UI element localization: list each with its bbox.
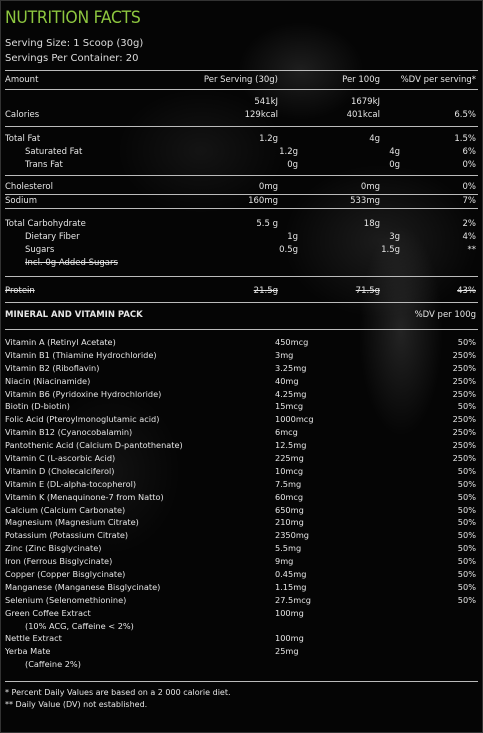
vitamin-name: Vitamin A (Retinyl Acetate): [5, 337, 116, 347]
vitamin-amount: 6mcg: [275, 427, 298, 438]
vitamin-amount: 0.45mg: [275, 569, 307, 580]
carb-item-dv: **: [467, 245, 476, 255]
vitamin-row: [5, 452, 478, 465]
vitamin-dv: 50%: [457, 504, 476, 515]
fat-item-dv: 0%: [462, 160, 476, 170]
vitamin-name: Vitamin D (Cholecalciferol): [5, 465, 115, 476]
energy-per-100g: 1679kJ: [350, 97, 380, 107]
fat-item-per-100g: 4g: [389, 147, 400, 157]
vitamin-amount: 60mcg: [275, 491, 304, 502]
footnote-dv: * Percent Daily Values are based on a 2 000 calorie diet.: [5, 688, 231, 698]
vitamin-row: [5, 594, 478, 607]
vitamin-amount: 27.5mcg: [275, 594, 311, 605]
carb-item-per-serving: 1g: [287, 232, 298, 242]
vitamin-amount: 15mcg: [275, 401, 304, 412]
vitamin-dv: 250%: [452, 453, 476, 464]
sodium-row: [5, 195, 478, 208]
carb-item-per-100g: 18g: [363, 219, 380, 229]
vitamin-amount: 100mg: [275, 633, 304, 644]
vitamin-dv: 250%: [452, 375, 476, 386]
vitamin-row: [5, 607, 478, 620]
column-headers: [5, 71, 478, 89]
fat-item-per-100g: 4g: [369, 134, 380, 144]
servings-per-container: Servings Per Container: 20: [5, 53, 139, 64]
vitamin-row: [5, 658, 478, 671]
fat-item-row: [5, 159, 478, 172]
vitamin-name: Nettle Extract: [5, 633, 62, 644]
vitamin-name: Iron (Ferrous Bisglycinate): [5, 556, 113, 567]
vitamin-name: Vitamin B6 (Pyridoxine Hydrochloride): [5, 388, 162, 399]
vitamin-name: Vitamin B2 (Riboflavin): [5, 362, 100, 373]
vitamin-name: (10% ACG, Caffeine < 2%): [25, 620, 134, 631]
vitamin-row: [5, 581, 478, 594]
sodium-per-100g: 533mg: [350, 196, 380, 206]
carb-item-dv: 2%: [462, 219, 476, 229]
cholesterol-dv: 0%: [462, 182, 476, 192]
vitamin-name: Vitamin C (L-ascorbic Acid): [5, 453, 116, 464]
vitamin-name: Biotin (D-biotin): [5, 401, 70, 412]
vitamin-row: [5, 529, 478, 542]
vitamin-name: Niacin (Niacinamide): [5, 375, 91, 386]
vitamin-dv: 50%: [457, 530, 476, 541]
vitamin-amount: 25mg: [275, 646, 299, 657]
vitamin-amount: 225mg: [275, 453, 304, 464]
vitamin-dv: 50%: [457, 465, 476, 476]
vitamin-dv: 50%: [457, 401, 476, 412]
vitamin-amount: 40mg: [275, 375, 299, 386]
vitamin-row: [5, 620, 478, 633]
vitamin-name: Vitamin E (DL-alpha-tocopherol): [5, 478, 137, 489]
footnote-not-established: ** Daily Value (DV) not established.: [5, 700, 148, 710]
calories-per-serving: 129kcal: [244, 110, 278, 120]
fat-item-per-serving: 1.2g: [259, 134, 278, 144]
sodium-label: Sodium: [5, 196, 38, 206]
vitamin-row: [5, 504, 478, 517]
vitamin-name: Vitamin B12 (Cyanocobalamin): [5, 427, 133, 438]
vitamin-dv: 50%: [457, 517, 476, 528]
vitamin-amount: 2350mg: [275, 530, 310, 541]
vitamin-row: [5, 413, 478, 426]
fat-item-per-serving: 1.2g: [279, 147, 298, 157]
vitamin-row: [5, 375, 478, 388]
fat-item-per-serving: 0g: [287, 160, 298, 170]
vitamin-dv: 50%: [457, 491, 476, 502]
vitamin-name: Vitamin K (Menaquinone-7 from Natto): [5, 491, 164, 502]
vitamin-amount: 210mg: [275, 517, 304, 528]
vitamin-row: [5, 542, 478, 555]
protein-dv: 43%: [457, 286, 476, 296]
vitamin-amount: 5.5mg: [275, 543, 302, 554]
mineral-vitamin-header: [5, 309, 478, 322]
carb-item-per-100g: 1.5g: [381, 245, 400, 255]
carb-item-per-serving: 5.5 g: [256, 219, 278, 229]
vitamin-row: [5, 336, 478, 349]
vitamin-dv: 50%: [457, 478, 476, 489]
vitamin-row: [5, 478, 478, 491]
fat-item-row: [5, 133, 478, 146]
vitamin-dv: 250%: [452, 349, 476, 360]
vitamin-name: Magnesium (Magnesium Citrate): [5, 517, 139, 528]
fat-item-dv: 6%: [462, 147, 476, 157]
carb-item-row: [5, 218, 478, 231]
vitamin-amount: 3mg: [275, 349, 294, 360]
carb-item-label: Incl. 0g Added Sugars: [25, 258, 118, 268]
vitamin-dv: 250%: [452, 427, 476, 438]
vitamin-list: [5, 336, 478, 671]
carb-item-row: [5, 244, 478, 257]
vitamin-row: [5, 426, 478, 439]
mineral-vitamin-title: MINERAL AND VITAMIN PACK: [5, 310, 143, 320]
vitamin-name: Potassium (Potassium Citrate): [5, 530, 129, 541]
carb-item-row: [5, 257, 478, 270]
vitamin-row: [5, 516, 478, 529]
vitamin-row: [5, 465, 478, 478]
cholesterol-per-100g: 0mg: [360, 182, 380, 192]
vitamin-row: [5, 555, 478, 568]
fat-item-dv: 1.5%: [454, 134, 476, 144]
vitamin-amount: 7.5mg: [275, 478, 302, 489]
vitamin-row: [5, 645, 478, 658]
header-amount: Amount: [5, 75, 39, 85]
calories-dv: 6.5%: [454, 110, 476, 120]
vitamin-amount: 4.25mg: [275, 388, 307, 399]
vitamin-amount: 3.25mg: [275, 362, 307, 373]
sodium-per-serving: 160mg: [248, 196, 278, 206]
vitamin-name: Folic Acid (Pteroylmonoglutamic acid): [5, 414, 160, 425]
vitamin-row: [5, 491, 478, 504]
carb-item-per-100g: 3g: [389, 232, 400, 242]
carb-item-label: Sugars: [25, 245, 55, 255]
vitamin-name: Calcium (Calcium Carbonate): [5, 504, 126, 515]
cholesterol-label: Cholesterol: [5, 182, 53, 192]
vitamin-dv: 50%: [457, 569, 476, 580]
vitamin-amount: 1.15mg: [275, 581, 307, 592]
vitamin-amount: 12.5mg: [275, 440, 307, 451]
vitamin-name: Copper (Copper Bisglycinate): [5, 569, 126, 580]
vitamin-amount: 10mcg: [275, 465, 304, 476]
vitamin-dv: 250%: [452, 414, 476, 425]
vitamin-dv: 50%: [457, 581, 476, 592]
sodium-dv: 7%: [462, 196, 476, 206]
protein-row: [5, 285, 478, 298]
header-per-serving: Per Serving (30g): [203, 75, 278, 85]
protein-per-100g: 71.5g: [355, 286, 380, 296]
vitamin-dv: 250%: [452, 440, 476, 451]
vitamin-name: Selenium (Selenomethionine): [5, 594, 127, 605]
vitamin-name: Manganese (Manganese Bisglycinate): [5, 581, 161, 592]
vitamin-dv: 250%: [452, 362, 476, 373]
mineral-vitamin-dv-header: %DV per 100g: [414, 310, 476, 320]
energy-row: [5, 96, 478, 109]
calories-label: Calories: [5, 110, 40, 120]
fat-item-row: [5, 146, 478, 159]
fat-item-per-100g: 0g: [389, 160, 400, 170]
vitamin-row: [5, 388, 478, 401]
vitamin-row: [5, 439, 478, 452]
vitamin-dv: 50%: [457, 337, 476, 347]
cholesterol-row: [5, 181, 478, 194]
vitamin-name: Zinc (Zinc Bisglycinate): [5, 543, 102, 554]
calories-row: [5, 109, 478, 122]
carb-item-per-serving: 0.5g: [279, 245, 298, 255]
vitamin-row: [5, 568, 478, 581]
vitamin-amount: 1000mcg: [275, 414, 314, 425]
fat-item-label: Trans Fat: [25, 160, 63, 170]
vitamin-name: (Caffeine 2%): [25, 659, 81, 670]
serving-size: Serving Size: 1 Scoop (30g): [5, 38, 144, 49]
vitamin-amount: 650mg: [275, 504, 304, 515]
vitamin-amount: 450mcg: [275, 337, 309, 347]
label-title: NUTRITION FACTS: [5, 8, 141, 28]
header-dv: %DV per serving*: [400, 75, 476, 85]
fat-item-label: Total Fat: [5, 134, 41, 144]
vitamin-name: Yerba Mate: [5, 646, 51, 657]
carb-item-row: [5, 231, 478, 244]
vitamin-dv: 50%: [457, 556, 476, 567]
vitamin-name: Green Coffee Extract: [5, 607, 91, 618]
vitamin-name: Pantothenic Acid (Calcium D-pantothenate): [5, 440, 183, 451]
vitamin-row: [5, 362, 478, 375]
header-per-100g: Per 100g: [342, 75, 380, 85]
vitamin-dv: 250%: [452, 388, 476, 399]
energy-per-serving: 541kJ: [254, 97, 278, 107]
calories-per-100g: 401kcal: [346, 110, 380, 120]
vitamin-amount: 100mg: [275, 607, 304, 618]
vitamin-row: [5, 349, 478, 362]
carb-item-label: Dietary Fiber: [25, 232, 80, 242]
carb-item-dv: 4%: [462, 232, 476, 242]
vitamin-amount: 9mg: [275, 556, 294, 567]
vitamin-name: Vitamin B1 (Thiamine Hydrochloride): [5, 349, 157, 360]
protein-label: Protein: [5, 286, 35, 296]
vitamin-row: [5, 400, 478, 413]
fat-section: [5, 133, 478, 172]
fat-item-label: Saturated Fat: [25, 147, 83, 157]
carb-item-label: Total Carbohydrate: [5, 219, 86, 229]
vitamin-dv: 50%: [457, 594, 476, 605]
carbohydrate-section: [5, 218, 478, 270]
protein-per-serving: 21.5g: [253, 286, 278, 296]
cholesterol-per-serving: 0mg: [258, 182, 278, 192]
vitamin-dv: 50%: [457, 543, 476, 554]
vitamin-row: [5, 632, 478, 645]
